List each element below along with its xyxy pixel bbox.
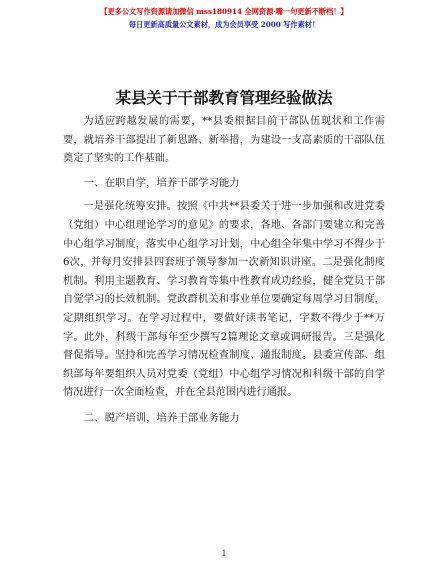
section-1-paragraph: 一是强化统筹安排。按照《中共**县委关于进一步加强和改进党委（党组）中心组理论学习的意见》的要求，各地、各部门要建立和完善中心组学习制度，落实中心组学习计划，中心组全年集中学习不得少于6次，并每月安排县四套班子领导参加一次新知识讲座。二是强化制度机制。利用主题教育、学习教育等集中性教育成功经验，健全党员干部自觉学习的长效机制。党政群机关和事业单位要确定每周学习日制度，定期组织学习。在学习过程中，要做好读书笔记，字数不得少于**万字。此外，科级干部每年至少撰写2篇理论文章或调研报告。三是强化督促指导。坚持和完善学习情况检查制度、通报制度。县委宣传部、组织部每年要组织人员对党委（党组）中心组学习情况和科级干部的自学情况进行一次全面检查，并在全县范围内进行通报。 bbox=[63, 201, 385, 399]
promo-banner-line-2: 每日更新高质量公文素材，成为会员享受 2000 写作素材！ bbox=[128, 20, 320, 29]
section-heading-2: 二、脱产培训，培养干部业务能力 bbox=[83, 411, 240, 424]
promo-banner-line-1: 【更多公文写作资源请加微信 mss180914 全网资源·嘴一句更新不断档！】 bbox=[100, 7, 348, 16]
page-number: 1 bbox=[221, 549, 227, 558]
section-heading-1: 一、在职自学，培养干部学习能力 bbox=[83, 176, 240, 189]
intro-paragraph: 为适应跨越发展的需要，**县委根据目前干部队伍现状和工作需要，就培养干部提出了新思路、新举措，为建设一支高素质的干部队伍奠定了坚实的工作基础。 bbox=[63, 116, 385, 165]
document-body bbox=[63, 113, 385, 434]
document-title: 某县关于干部教育管理经验做法 bbox=[115, 89, 333, 107]
